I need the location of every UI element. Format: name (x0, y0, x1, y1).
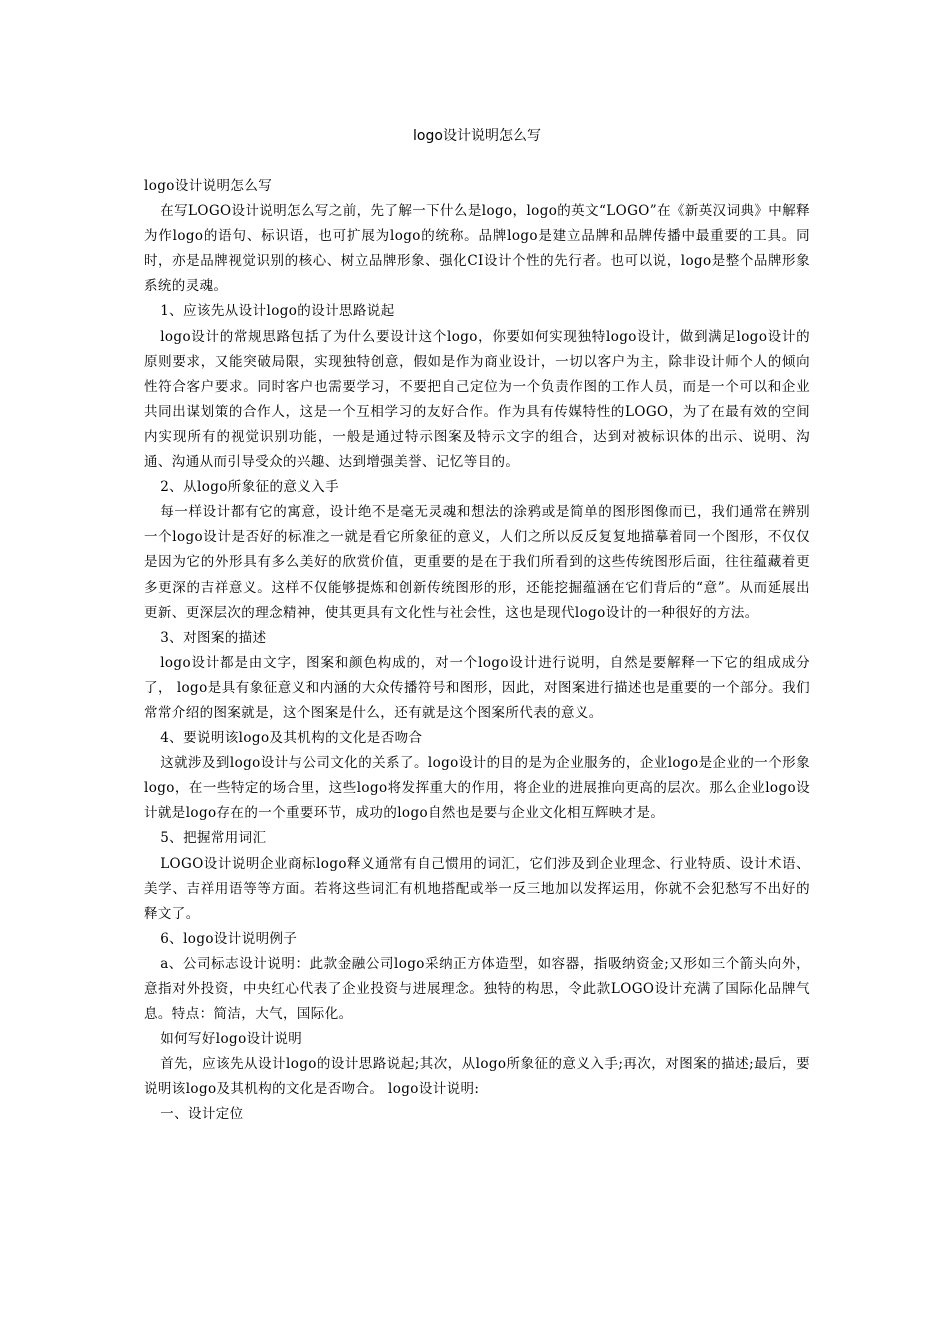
section-heading: 如何写好logo设计说明 (160, 1031, 303, 1048)
paragraph: 在写LOGO设计说明怎么写之前，先了解一下什么是logo，logo的英文“LOGO”在《新英汉词典》中解释为作logo的语句、标识语，也可扩展为logo的统称。品牌logo是建立品牌和品牌传播中最重要的工具。同时，亦是品牌视觉识别的核心、树立品牌形象、强化CI设计个性的先行者。也可以说，logo是整个品牌形象系统的灵魂。 (144, 203, 810, 295)
paragraph: a、公司标志设计说明：此款金融公司logo采纳正方体造型，如容器，指吸纳资金;又形如三个箭头向外，意指对外投资，中央红心代表了企业投资与进展理念。独特的构思，令此款LOGO设计充满了国际化品牌气息。特点：简洁，大气，国际化。 (144, 955, 810, 1023)
section-heading: 4、要说明该logo及其机构的文化是否吻合 (160, 730, 423, 747)
paragraph: logo设计的常规思路包括了为什么要设计这个logo，你要如何实现独特logo设计，做到满足logo设计的原则要求，又能突破局限，实现独特创意，假如是作为商业设计，一切以客户为主，除非设计师个人的倾向性符合客户要求。同时客户也需要学习，不要把自己定位为一个负责作图的工作人员，而是一个可以和企业共同出谋划策的合作人，这是一个互相学习的友好合作。作为具有传媒特性的LOGO，为了在最有效的空间内实现所有的视觉识别功能，一般是通过特示图案及特示文字的组合，达到对被标识体的出示、说明、沟通、沟通从而引导受众的兴趣、达到增强美誉、记忆等目的。 (144, 328, 810, 471)
document-page (144, 0, 810, 1344)
paragraph: logo设计说明怎么写 (144, 178, 273, 194)
paragraph: 每一样设计都有它的寓意，设计绝不是毫无灵魂和想法的涂鸦或是简单的图形图像而已，我们通常在辨别一个logo设计是否好的标准之一就是看它所象征的意义，人们之所以反反复复地描摹着同一个图形，不仅仅是因为它的外形具有多么美好的欣赏价值，更重要的是在于我们所看到的这些传统图形后面，往往蕴藏着更多更深的吉祥意义。这样不仅能够提炼和创新传统图形的形，还能挖掘蕴涵在它们背后的“意”。从而延展出更新、更深层次的理念精神，使其更具有文化性与社会性，这也是现代logo设计的一种很好的方法。 (144, 504, 810, 621)
section-heading: 一、设计定位 (160, 1106, 244, 1123)
section-heading: 3、对图案的描述 (160, 629, 267, 646)
paragraph: 首先，应该先从设计logo的设计思路说起;其次，从logo所象征的意义入手;再次，对图案的描述;最后，要说明该logo及其机构的文化是否吻合。 logo设计说明: (144, 1056, 810, 1098)
paragraph: 这就涉及到logo设计与公司文化的关系了。logo设计的目的是为企业服务的，企业logo是企业的一个形象logo，在一些特定的场合里，这些logo将发挥重大的作用，将企业的进展推向更高的层次。那么企业logo设计就是logo存在的一个重要环节，成功的logo自然也是要与企业文化相互辉映才是。 (144, 755, 810, 822)
document-title: logo设计说明怎么写 (413, 128, 541, 144)
paragraph: LOGO设计说明企业商标logo释义通常有自己惯用的词汇，它们涉及到企业理念、行业特质、设计术语、美学、吉祥用语等等方面。若将这些词汇有机地搭配或举一反三地加以发挥运用，你就不会犯愁写不出好的释文了。 (144, 855, 810, 922)
section-heading: 2、从logo所象征的意义入手 (160, 479, 339, 496)
section-heading: 6、logo设计说明例子 (160, 930, 298, 947)
paragraph: logo设计都是由文字，图案和颜色构成的，对一个logo设计进行说明，自然是要解释一下它的组成成分了， logo是具有象征意义和内涵的大众传播符号和图形，因此，对图案进行描述也是重要的一个部分。我们常常介绍的图案就是，这个图案是什么，还有就是这个图案所代表的意义。 (144, 654, 810, 721)
section-heading: 1、应该先从设计logo的设计思路说起 (160, 303, 395, 320)
document-body (144, 174, 810, 1128)
section-heading: 5、把握常用词汇 (160, 830, 267, 847)
